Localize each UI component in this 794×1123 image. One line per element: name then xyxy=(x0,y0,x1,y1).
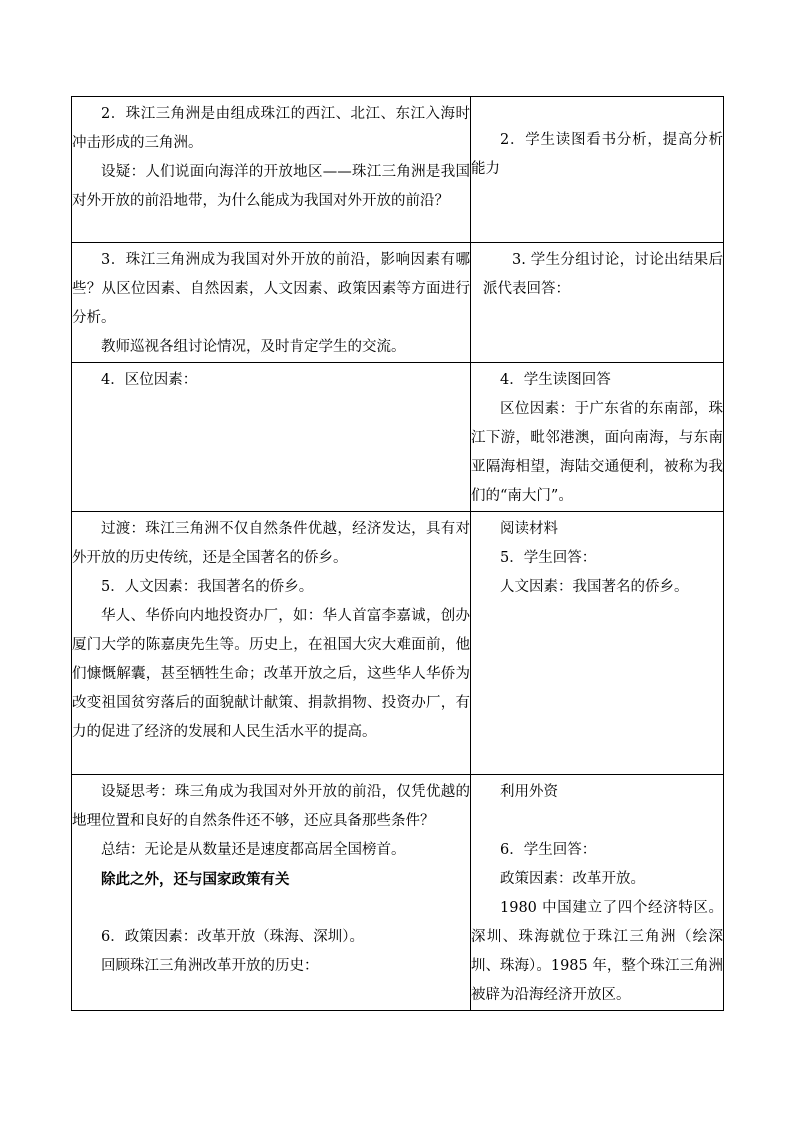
spacer xyxy=(471,97,723,126)
paragraph: 5．人文因素：我国著名的侨乡。 xyxy=(101,579,314,595)
paragraph: 5．学生回答： xyxy=(500,550,597,566)
teacher-activity-cell xyxy=(72,363,471,512)
paragraph: 回顾珠江三角洲改革开放的历史： xyxy=(101,958,319,974)
spacer xyxy=(471,807,723,836)
paragraph: 区位因素：于广东省的东南部，珠江下游，毗邻港澳，面向南海，与东南亚隔海相望，海陆交通便利，被称为我们的“南大门”。 xyxy=(471,401,723,504)
student-activity-cell xyxy=(471,243,724,363)
table-row xyxy=(72,243,724,363)
paragraph: 3. 学生分组讨论，讨论出结果后派代表回答： xyxy=(483,252,723,297)
table-row xyxy=(72,97,724,243)
teacher-activity-cell xyxy=(72,512,471,775)
paragraph: 设疑思考：珠三角成为我国对外开放的前沿，仅凭优越的地理位置和良好的自然条件还不够，还应具备那些条件？ xyxy=(72,784,470,829)
spacer xyxy=(72,894,470,923)
student-activity-cell xyxy=(471,363,724,512)
teacher-activity-cell xyxy=(72,243,471,363)
paragraph: 2．学生读图看书分析，提高分析能力 xyxy=(471,132,723,177)
paragraph: 设疑：人们说面向海洋的开放地区——珠江三角洲是我国对外开放的前沿地带，为什么能成为我国对外开放的前沿？ xyxy=(72,164,470,209)
paragraph: 政策因素：改革开放。 xyxy=(500,871,645,887)
lesson-plan-table xyxy=(71,96,724,1011)
paragraph: 3．珠江三角洲成为我国对外开放的前沿，影响因素有哪些？从区位因素、自然因素，人文因素、政策因素等方面进行分析。 xyxy=(72,252,470,326)
paragraph: 华人、华侨向内地投资办厂，如：华人首富李嘉诚，创办厦门大学的陈嘉庚先生等。历史上，在祖国大灾大难面前，他们慷慨解囊，甚至牺牲生命；改革开放之后，这些华人华侨为改变祖国贫穷落后的面貌献计献策、捐款捐物、投资办厂，有力的促进了经济的发展和人民生活水平的提高。 xyxy=(72,608,470,740)
paragraph: 阅读材料 xyxy=(500,521,558,537)
teacher-activity-cell xyxy=(72,97,471,243)
paragraph: 过渡：珠江三角洲不仅自然条件优越，经济发达，具有对外开放的历史传统，还是全国著名的侨乡。 xyxy=(72,521,470,566)
paragraph: 2．珠江三角洲是由组成珠江的西江、北江、东江入海时冲击形成的三角洲。 xyxy=(72,106,470,151)
paragraph: 6．学生回答： xyxy=(500,842,597,858)
paragraph: 利用外资 xyxy=(500,784,558,800)
paragraph: 4．学生读图回答 xyxy=(500,372,611,388)
paragraph: 6．政策因素：改革开放（珠海、深圳）。 xyxy=(101,929,364,945)
teacher-activity-cell xyxy=(72,775,471,1011)
paragraph-emphasis: 除此之外，还与国家政策有关 xyxy=(101,871,290,888)
paragraph: 1980 中国建立了四个经济特区。深圳、珠海就位于珠江三角洲（绘深圳、珠海）。1985 年，整个珠江三角洲被辟为沿海经济开放区。 xyxy=(471,900,723,1003)
table-row xyxy=(72,775,724,1011)
paragraph: 4．区位因素： xyxy=(101,372,198,388)
paragraph: 教师巡视各组讨论情况，及时肯定学生的交流。 xyxy=(101,339,406,355)
student-activity-cell xyxy=(471,97,724,243)
student-activity-cell xyxy=(471,775,724,1011)
paragraph: 人文因素：我国著名的侨乡。 xyxy=(500,579,689,595)
student-activity-cell xyxy=(471,512,724,775)
table-row xyxy=(72,363,724,512)
paragraph: 总结：无论是从数量还是速度都高居全国榜首。 xyxy=(101,842,406,858)
table-row xyxy=(72,512,724,775)
